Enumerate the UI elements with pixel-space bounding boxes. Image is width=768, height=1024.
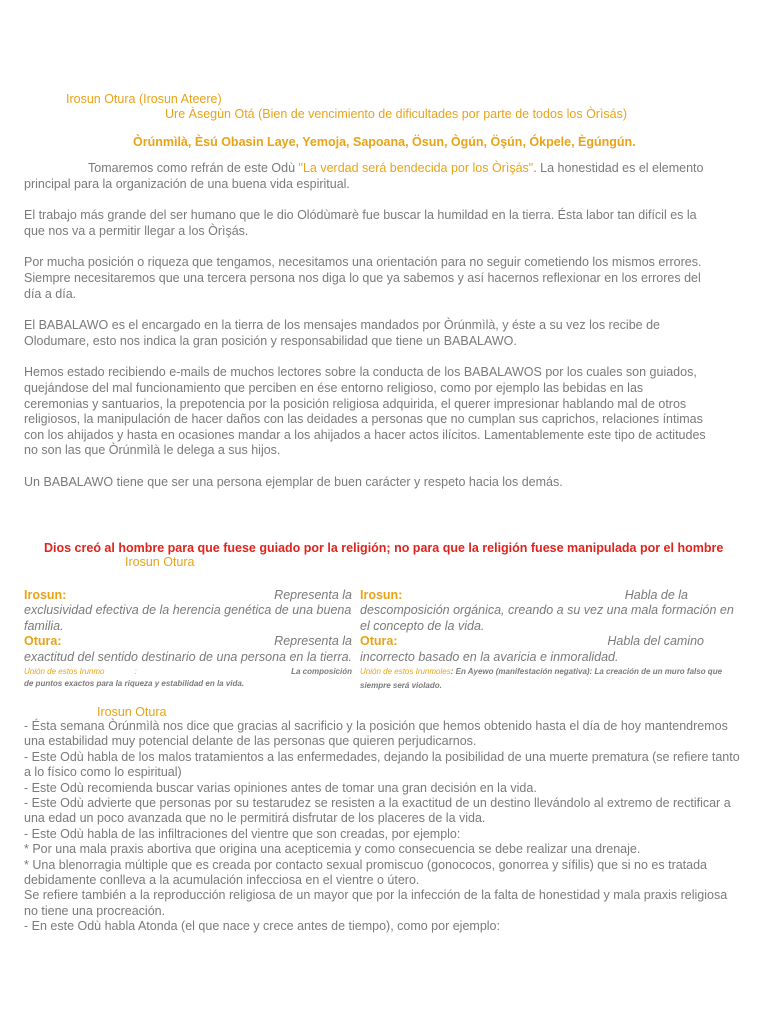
odu-subtitle: Ure Àsegùn Otá (Bien de vencimiento de dificultades por parte de todos los Òrìsás) [165, 107, 628, 121]
right-irosun-right: Habla de la [624, 588, 688, 602]
section2-title: Irosun Otura [97, 705, 167, 719]
left-union-text: de puntos exactos para la riqueza y estabilidad en la vida. [24, 679, 245, 689]
intro-paragraph-4: El BABALAWO es el encargado en la tierra de los mensajes mandados por Òrúnmìlà, y éste a su vez los recibe de Olodumare, esto nos indica la gran posición y responsabilidad que tiene un BABALAWO. [24, 318, 660, 348]
odu-title: Irosun Otura (Irosun Ateere) [66, 92, 222, 106]
list-item: - Este Odù habla de las infiltraciones del vientre que son creadas, por ejemplo: [24, 826, 461, 841]
intro-paragraph-6: Un BABALAWO tiene que ser una persona ejemplar de buen carácter y respeto hacia los demás. [24, 474, 563, 489]
intro-paragraph-1: Tomaremos como refrán de este Odù "La verdad será bendecida por los Òrìşás". La honestidad es el elemento principal para la organización de una buena vida espiritual. [24, 161, 704, 191]
list-item: * Una blenorragia múltiple que es creada por contacto sexual promiscuo (gonococos, gonorrea y sífilis) que si no es tratada debidamente conlleva a la acumulación infecciosa en el vientre o útero. [24, 857, 708, 888]
red-quote: Dios creó al hombre para que fuese guiado por la religión; no para que la religión fuese manipulada por el hombre [44, 541, 724, 555]
right-union-line: Unión de estos Irunmoles: En Ayewo (manifestación negativa): La creación de un muro falso que siempre será violado. [360, 667, 723, 691]
negative-column [360, 588, 742, 693]
left-otura-label: Otura: [24, 634, 62, 649]
intro-paragraph-2: El trabajo más grande del ser humano que le dio Olódùmarè fue buscar la humildad en la tierra. Ésta labor tan difícil es la que nos va a permitir llegar a los Òrìşás. [24, 208, 697, 238]
intro-paragraph-3: Por mucha posición o riqueza que tengamos, necesitamos una orientación para no seguir cometiendo los mismos errores. Siempre necesitaremos que una tercera persona nos diga lo que ya sabemos y así hacernos reflexionar en los errores del día a día. [24, 255, 702, 301]
left-otura-text: exactitud del sentido destinario de una persona en la tierra. [24, 649, 352, 664]
list-item: Se refiere también a la reproducción religiosa de un mayor que por la infección de la falta de honestidad y mala praxis religiosa no tiene una procreación. [24, 888, 728, 918]
intro-paragraph-5: Hemos estado recibiendo e-mails de muchos lectores sobre la conducta de los BABALAWOS por los cuales son guiados, quejándose del mal funcionamiento que perciben en ése entorno religioso, como por ejemplo las bebidas en las ceremonias y santuarios, la prepotencia por la posición religiosa adquirida, el querer impresionar hablando mal de otros religiosos, la manipulación de hacer daños con las deidades a personas que no cumplan sus caprichos, relaciones íntimas con los ahijados y hasta en ocasiones mandar a los ahijados a hacer actos ilícitos. Lamentablemente este tipo de actitudes no son las que Òrúnmìlà le delega a sus hijos. [24, 365, 706, 458]
left-union-line: Unión de estos Irunmo : La composición [24, 667, 352, 677]
proverb-highlight: "La verdad será bendecida por los Òrìşás" [298, 161, 534, 175]
left-irosun-label: Irosun: [24, 588, 67, 602]
list-item: - En este Odù habla Atonda (el que nace y crece antes de tiempo), como por ejemplo: [24, 919, 500, 934]
right-otura-label: Otura: [360, 634, 398, 649]
positive-column [24, 588, 352, 691]
list-item: * Por una mala praxis abortiva que origina una acepticemia y como consecuencia se debe realizar una drenaje. [24, 842, 641, 857]
left-irosun-right: Representa la [274, 588, 352, 602]
list-item: - Este Odù recomienda buscar varias opiniones antes de tomar una gran decisión en la vida. [24, 780, 537, 795]
section2-list [24, 719, 744, 935]
right-otura-right: Habla del camino [607, 634, 704, 649]
left-otura-right: Representa la [274, 634, 352, 649]
list-item: - Este Odù advierte que personas por su testarudez se resisten a la exactitud de un destino llevándolo al extremo de rectificar a una edad un poco avanzada que no le permitirá disfrutar de los placeres de la vida. [24, 796, 731, 826]
quote-source: Irosun Otura [125, 555, 195, 569]
intro-section [24, 161, 710, 491]
deities-list: Òrúnmìlà, Èsú Obasin Laye, Yemoja, Sapoana, Ösun, Ògún, Öşún, Ókpele, Ègúngún. [133, 135, 636, 149]
right-otura-text: incorrecto basado en la avaricia e inmoralidad. [360, 649, 619, 664]
right-irosun-label: Irosun: [360, 588, 403, 602]
right-irosun-text: descomposición orgánica, creando a su vez una mala formación en el concepto de la vida. [360, 603, 734, 633]
list-item: - Este Odù habla de los malos tratamientos a las enfermedades, dejando la posibilidad de una muerte prematura (se refiere tanto a lo físico como lo espiritual) [24, 749, 740, 780]
list-item: - Ésta semana Òrúnmìlà nos dice que gracias al sacrificio y la posición que hemos obtenido hasta el día de hoy mantendremos una estabilidad muy potencial delante de las personas que quieren perjudicarnos. [24, 719, 728, 749]
left-irosun-text: exclusividad efectiva de la herencia genética de una buena familia. [24, 603, 352, 633]
